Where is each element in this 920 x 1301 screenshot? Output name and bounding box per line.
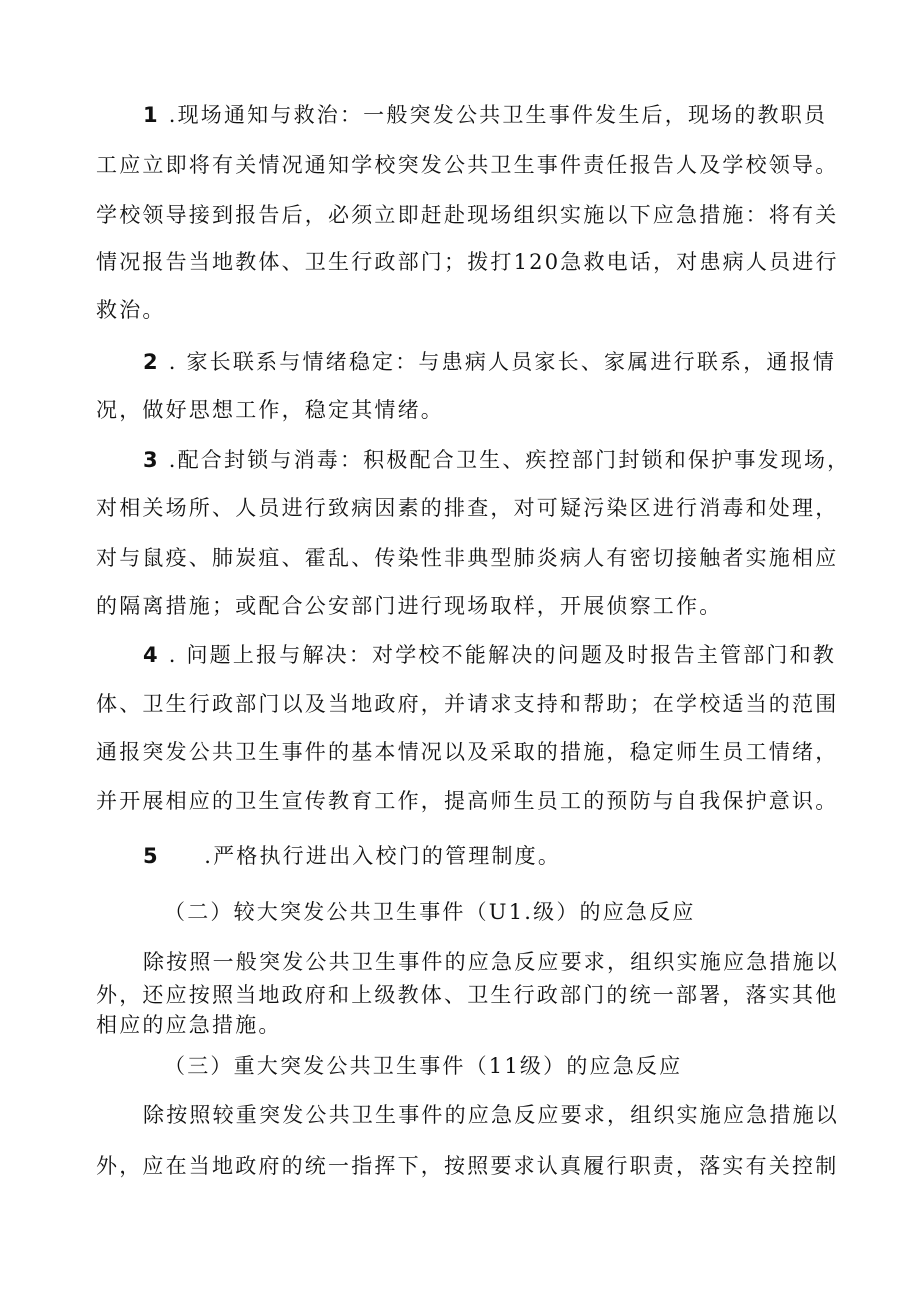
item-1-line-5: 救治。	[96, 298, 166, 322]
item-number: 3	[143, 448, 160, 472]
item-number: 5	[143, 844, 160, 868]
item-4-line-1: 4 . 问题上报与解决：对学校不能解决的问题及时报告主管部门和教	[143, 643, 837, 667]
item-3-line-1: 3 .配合封锁与消毒：积极配合卫生、疾控部门封锁和保护事发现场，	[143, 448, 851, 472]
item-3-line-3: 对与鼠疫、肺炭疽、霍乱、传染性非典型肺炎病人有密切接触者实施相应	[96, 546, 839, 570]
section-2-line-1: 除按照一般突发公共卫生事件的应急反应要求，组织实施应急措施以	[143, 950, 839, 974]
section-3-heading: （三）重大突发公共卫生事件（11级）的应急反应	[164, 1054, 683, 1078]
item-2-line-1: 2 . 家长联系与情绪稳定：与患病人员家长、家属进行联系，通报情	[143, 350, 837, 374]
item-4-line-2: 体、卫生行政部门以及当地政府，并请求支持和帮助；在学校适当的范围	[96, 692, 839, 716]
section-2-line-3: 相应的应急措施。	[96, 1013, 282, 1037]
item-number: 1	[143, 103, 160, 127]
section-2-line-2: 外，还应按照当地政府和上级教体、卫生行政部门的统一部署，落实其他	[96, 983, 839, 1007]
item-1-line-1: 1 .现场通知与救治：一般突发公共卫生事件发生后，现场的教职员	[143, 103, 828, 127]
item-4-line-3: 通报突发公共卫生事件的基本情况以及采取的措施，稳定师生员工情绪，	[96, 740, 839, 764]
item-3-line-2: 对相关场所、人员进行致病因素的排查，对可疑污染区进行消毒和处理，	[96, 496, 839, 520]
item-4-line-4: 并开展相应的卫生宣传教育工作，提高师生员工的预防与自我保护意识。	[96, 789, 839, 813]
section-2-heading: （二）较大突发公共卫生事件（U1.级）的应急反应	[164, 900, 696, 924]
item-1-line-3: 学校领导接到报告后，必须立即赶赴现场组织实施以下应急措施：将有关	[96, 203, 839, 227]
item-5-line-1: 5 .严格执行进出入校门的管理制度。	[143, 844, 562, 868]
item-number: 4	[143, 643, 160, 667]
item-1-line-4: 情况报告当地教体、卫生行政部门；拨打120急救电话，对患病人员进行	[96, 250, 839, 274]
section-3-line-2: 外，应在当地政府的统一指挥下，按照要求认真履行职责，落实有关控制	[96, 1154, 839, 1178]
section-3-line-1: 除按照较重突发公共卫生事件的应急反应要求，组织实施应急措施以	[143, 1103, 839, 1127]
item-number: 2	[143, 350, 160, 374]
item-3-line-4: 的隔离措施；或配合公安部门进行现场取样，开展侦察工作。	[96, 594, 723, 618]
item-1-line-2: 工应立即将有关情况通知学校突发公共卫生事件责任报告人及学校领导。	[96, 153, 839, 177]
item-2-line-2: 况，做好思想工作，稳定其情绪。	[96, 398, 444, 422]
